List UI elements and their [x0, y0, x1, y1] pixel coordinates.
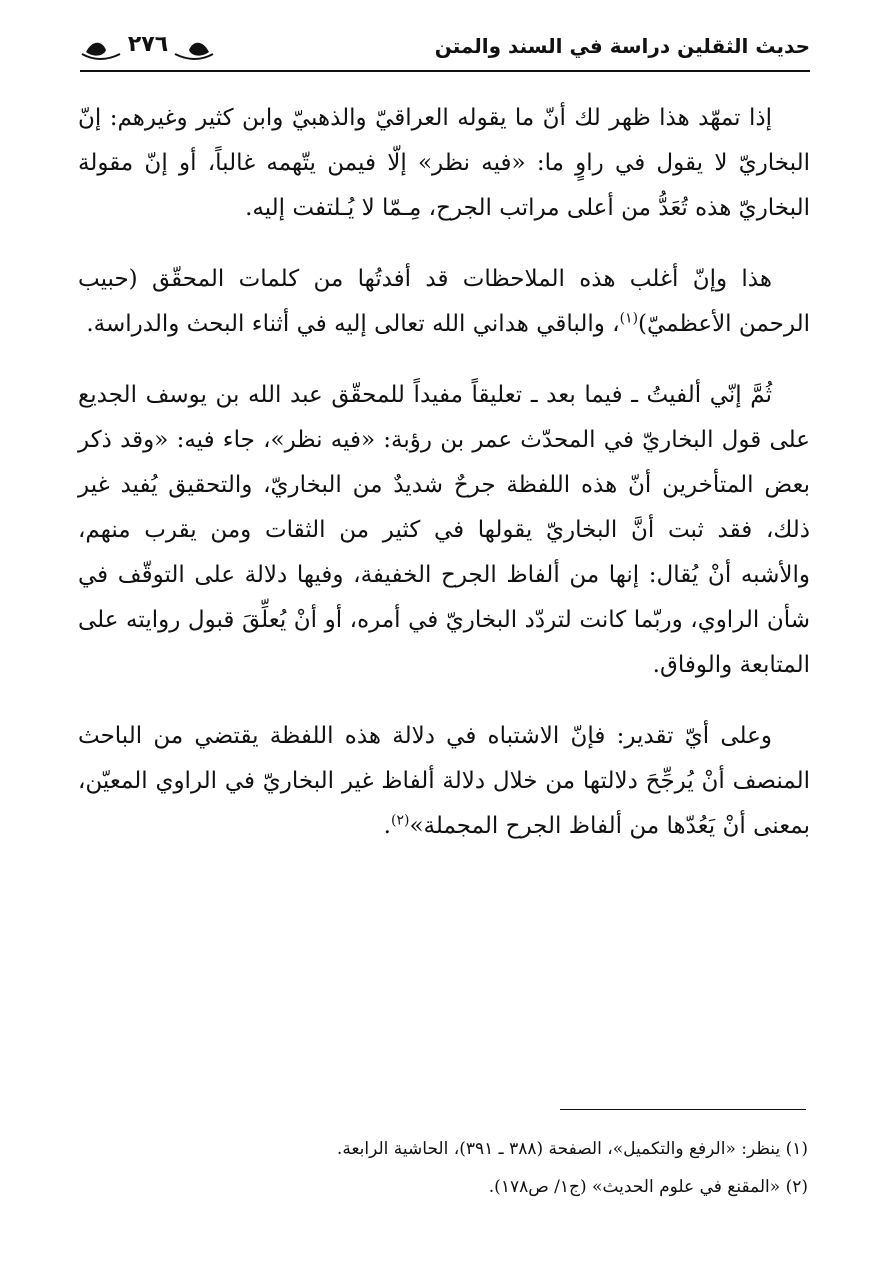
running-title: حديث الثقلين دراسة في السند والمتن — [434, 34, 810, 58]
main-text — [78, 96, 810, 875]
footnote-1: (١) ينظر: «الرفع والتكميل»، الصفحة (٣٨٨ ـ ٣٩١)، الحاشية الرابعة. — [336, 1139, 808, 1159]
paragraph-2-part-b: ، والباقي هداني الله تعالى إليه في أثناء البحث والدراسة. — [86, 311, 620, 337]
footnotes — [200, 1130, 808, 1206]
page-header — [80, 28, 810, 74]
paragraph-2-part-a: هذا وإنّ أغلب هذه الملاحظات قد أفدتُها من كلمات المحقّق (حبيب الرحمن الأعظميّ) — [78, 266, 810, 337]
footnote-divider — [560, 1109, 806, 1110]
paragraph-4-text: وعلى أيّ تقدير: فإنّ الاشتباه في دلالة هذه اللفظة يقتضي من الباحث المنصف أنْ يُرجِّحَ دلالتها من خلال دلالة ألفاظ غير البخاريّ في الراوي المعيّن، بمعنى أنْ يَعُدّها من ألفاظ الجرح المجملة» — [78, 723, 810, 839]
page-number: ٢٧٦ — [127, 32, 169, 57]
paragraph-1: إذا تمهّد هذا ظهر لك أنّ ما يقوله العراقيّ والذهبيّ وابن كثير وغيرهم: إنّ البخاريّ لا يقول في راوٍ ما: «فيه نظر» إلّا فيمن يتّهمه غالباً، أو إنّ مقولة البخاريّ هذه تُعَدُّ من أعلى مراتب الجرح، مِـمّا لا يُـلتفت إليه. — [78, 105, 810, 221]
footnote-2: (٢) «المقنع في علوم الحديث» (ج١/ ص١٧٨). — [488, 1177, 808, 1197]
page-number-ornament — [80, 30, 215, 64]
paragraph-4 — [78, 714, 810, 849]
footnote-ref-2[interactable]: (٢) — [390, 812, 410, 829]
footnote-ref-1[interactable]: (١) — [619, 310, 639, 327]
paragraph-4-end: . — [383, 813, 391, 839]
header-divider — [80, 70, 810, 72]
paragraph-2 — [78, 257, 810, 347]
paragraph-3: ثُمَّ إنّي ألفيتُ ـ فيما بعد ـ تعليقاً مفيداً للمحقّق عبد الله بن يوسف الجديع على قول البخاريّ في المحدّث عمر بن رؤبة: «فيه نظر»، جاء فيه: «وقد ذكر بعض المتأخرين أنّ هذه اللفظة جرحٌ شديدٌ من البخاريّ، والتحقيق يُفيد غير ذلك، فقد ثبت أنَّ البخاريّ يقولها في كثير من الثقات ومن يقرب منهم، والأشبه أنْ يُقال: إنها من ألفاظ الجرح الخفيفة، وفيها دلالة على التوقّف في شأن الراوي، وربّما كانت لتردّد البخاريّ في أمره، أو أنْ يُعلِّقَ قبول روايته على المتابعة والوفاق. — [78, 382, 810, 678]
